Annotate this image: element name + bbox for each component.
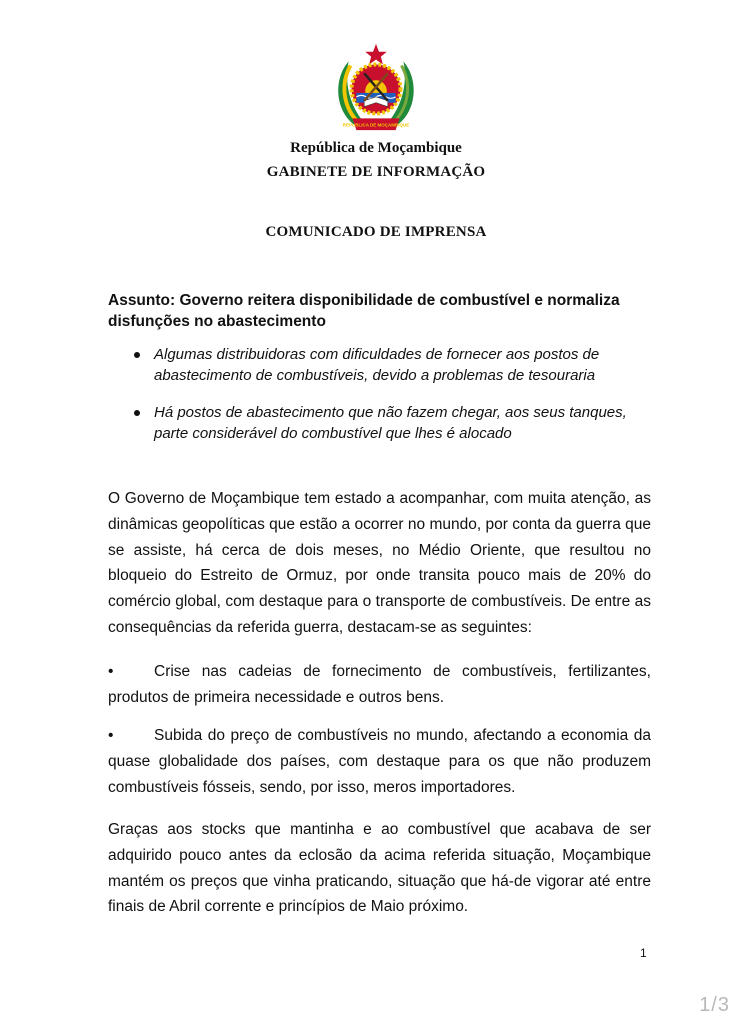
subject-heading: Assunto: Governo reitera disponibilidade de combustível e normaliza disfunções no abastecimento (108, 292, 620, 330)
consequence-item (108, 723, 651, 800)
bullet-dot-icon (134, 352, 140, 358)
country-name: República de Moçambique (290, 140, 462, 156)
highlight-item (130, 402, 650, 444)
highlight-text: Há postos de abastecimento que não fazem chegar, aos seus tanques, parte considerável do combustível que lhes é alocado (154, 404, 627, 442)
highlight-item (130, 344, 650, 386)
consequence-text: Subida do preço de combustíveis no mundo, afectando a economia da quase globalidade dos países, com destaque para os que não produzem combustíveis fósseis, sendo, por isso, meros importadores. (108, 727, 651, 796)
office-name: GABINETE DE INFORMAÇÃO (266, 164, 486, 180)
highlights-list (130, 344, 650, 460)
page-number: 1 (640, 946, 647, 960)
closing-paragraph: Graças aos stocks que mantinha e ao combustível que acabava de ser adquirido pouco antes da eclosão da acima referida situação, Moçambique mantém os preços que vinha praticando, situação que há-de vigorar até entre finais de Abril corrente e princípios de Maio próximo. (108, 821, 651, 916)
viewer-page-indicator: 1/3 (699, 994, 730, 1016)
coat-of-arms-emblem (327, 40, 425, 138)
consequence-bullet: • (108, 663, 114, 680)
consequence-text: Crise nas cadeias de fornecimento de combustíveis, fertilizantes, produtos de primeira necessidade e outros bens. (108, 663, 651, 706)
emblem-ribbon-text: REPUBLICA DE MOÇAMBIQUE (342, 122, 410, 128)
consequence-item (108, 659, 651, 711)
highlight-text: Algumas distribuidoras com dificuldades de fornecer aos postos de abastecimento de combustíveis, devido a problemas de tesouraria (154, 346, 600, 384)
consequence-bullet: • (108, 727, 114, 744)
bullet-dot-icon (134, 410, 140, 416)
intro-paragraph: O Governo de Moçambique tem estado a acompanhar, com muita atenção, as dinâmicas geopolíticas que estão a ocorrer no mundo, por conta da guerra que se assiste, há cerca de dois meses, no Médio Oriente, que resultou no bloqueio do Estreito de Ormuz, por onde transita pouco mais de 20% do comércio global, com destaque para o transporte de combustíveis. De entre as consequências da referida guerra, destacam-se as seguintes: (108, 490, 651, 636)
document-type-title: COMUNICADO DE IMPRENSA (265, 224, 487, 240)
